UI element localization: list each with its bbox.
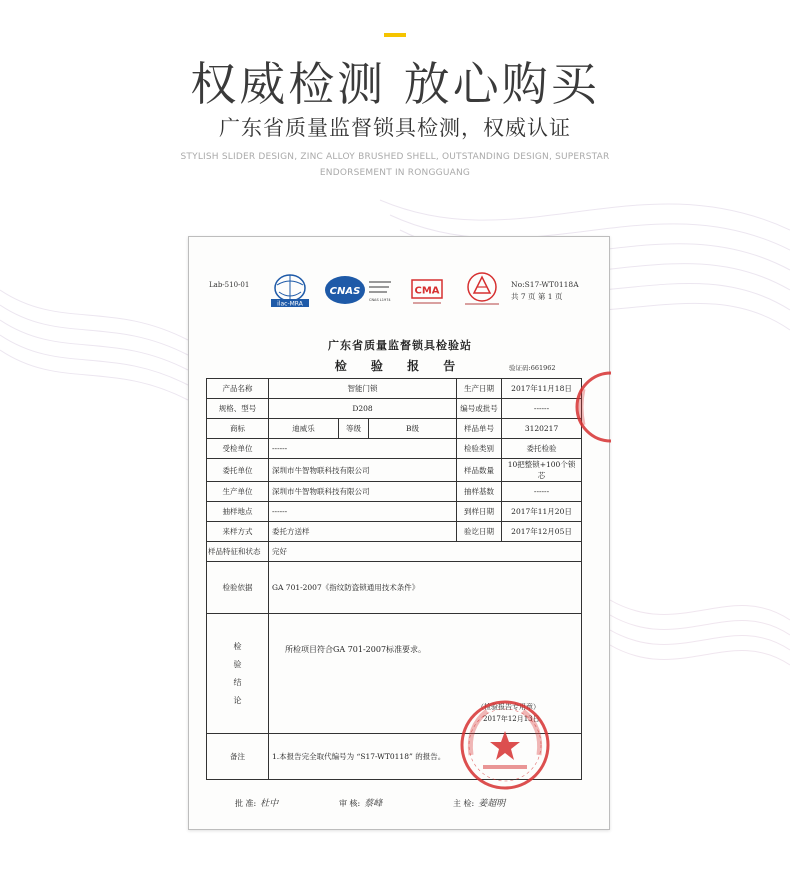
report-title: 检 验 报 告 [334, 359, 466, 373]
inspection-report-document [188, 236, 610, 830]
report-number-block [511, 279, 579, 303]
cal-circle-logo [459, 271, 505, 309]
table-row: 产品名称 智能门锁 生产日期 2017年11月18日 [207, 379, 582, 399]
headline: 权威检测 放心购买 [190, 57, 600, 111]
cnas-logo [323, 273, 403, 309]
approver-signature: 杜中 [260, 799, 279, 809]
table-row: 受检单位 ------ 检验类别 委托检验 [207, 439, 582, 459]
table-row: 商标 迪威乐 等级 B级 样品单号 3120217 [207, 419, 582, 439]
station-name: 广东省质量监督锁具检验站 [328, 339, 472, 352]
edge-seal-stamp [569, 367, 611, 447]
svg-text:CNAS: CNAS [329, 286, 361, 297]
stamp-date: 2017年12月13日 [483, 715, 540, 723]
lead-inspector-signature-block [453, 796, 505, 809]
ilac-mra-logo [267, 273, 313, 309]
page-info: 共 7 页 第 1 页 [511, 292, 563, 301]
accent-bar [384, 33, 406, 37]
cma-logo [409, 275, 445, 309]
table-row: 检验依据 GA 701-2007《指纹防盗锁通用技术条件》 [207, 562, 582, 614]
conclusion-text: 所检项目符合GA 701-2007标准要求。 [285, 645, 427, 654]
table-row: 生产单位 深圳市牛智物联科技有限公司 抽样基数 ------ [207, 482, 582, 502]
table-row: 抽样地点 ------ 到样日期 2017年11月20日 [207, 502, 582, 522]
tagline-line-1: STYLISH SLIDER DESIGN, ZINC ALLOY BRUSHED SHELL, OUTSTANDING DESIGN, SUPERSTAR [180, 152, 610, 162]
official-seal-stamp [457, 697, 553, 793]
reviewer-label: 审 核: [339, 799, 361, 808]
table-row: 样品特征和状态 完好 [207, 542, 582, 562]
tagline-line-2: ENDORSEMENT IN RONGGUANG [319, 168, 471, 178]
report-number: No:S17-WT0118A [511, 280, 579, 289]
svg-text:CNAS L1974: CNAS L1974 [369, 298, 391, 302]
subheadline: 广东省质量监督锁具检测，权威认证 [219, 116, 571, 140]
approver-signature-block [235, 796, 278, 809]
svg-text:ilac-MRA: ilac-MRA [277, 300, 303, 308]
table-row: 委托单位 深圳市牛智物联科技有限公司 样品数量 10把整锁+100个锁芯 [207, 459, 582, 482]
table-row: 规格、型号 D208 编号或批号 ------ [207, 399, 582, 419]
reviewer-signature-block [339, 796, 382, 809]
lead-inspector-signature: 姜超明 [478, 799, 506, 809]
reviewer-signature: 蔡峰 [364, 799, 383, 809]
lead-inspector-label: 主 检: [453, 799, 475, 808]
approver-label: 批 准: [235, 799, 257, 808]
lab-code: Lab-510-01 [209, 281, 250, 289]
table-row: 备注 1.本报告完全取代编号为 “S17-WT0118” 的报告。 [207, 734, 582, 780]
conclusion-label: 检 验 结 论 [233, 642, 242, 705]
verification-code: 验证码:661962 [509, 364, 556, 372]
table-row: 来样方式 委托方送样 验讫日期 2017年12月05日 [207, 522, 582, 542]
stamp-caption: （检验报告专用章） [477, 703, 540, 711]
svg-text:CMA: CMA [414, 285, 440, 297]
